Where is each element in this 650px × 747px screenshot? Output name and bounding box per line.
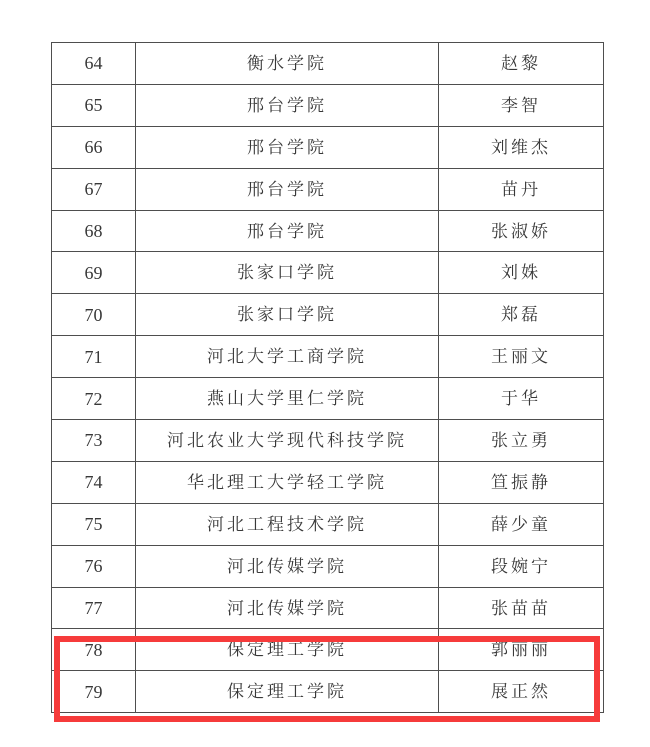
name-cell: 张苗苗 xyxy=(439,587,604,629)
table-row xyxy=(52,503,604,545)
table-row-highlighted xyxy=(52,671,604,713)
table-row xyxy=(52,294,604,336)
rank-cell: 64 xyxy=(52,43,136,85)
rank-cell: 79 xyxy=(52,671,136,713)
school-cell: 河北传媒学院 xyxy=(136,545,439,587)
rank-cell: 75 xyxy=(52,503,136,545)
name-cell: 李智 xyxy=(439,84,604,126)
table-row xyxy=(52,84,604,126)
table-row xyxy=(52,126,604,168)
school-cell: 河北农业大学现代科技学院 xyxy=(136,420,439,462)
school-cell: 保定理工学院 xyxy=(136,671,439,713)
table-row xyxy=(52,420,604,462)
table-row xyxy=(52,336,604,378)
school-cell: 河北传媒学院 xyxy=(136,587,439,629)
rank-cell: 77 xyxy=(52,587,136,629)
name-cell: 展正然 xyxy=(439,671,604,713)
school-cell: 衡水学院 xyxy=(136,43,439,85)
table-row xyxy=(52,252,604,294)
name-cell: 薛少童 xyxy=(439,503,604,545)
rank-cell: 73 xyxy=(52,420,136,462)
name-cell: 苗丹 xyxy=(439,168,604,210)
school-cell: 河北大学工商学院 xyxy=(136,336,439,378)
rank-cell: 70 xyxy=(52,294,136,336)
table-row xyxy=(52,545,604,587)
name-cell: 于华 xyxy=(439,378,604,420)
school-cell: 河北工程技术学院 xyxy=(136,503,439,545)
school-cell: 邢台学院 xyxy=(136,210,439,252)
rank-cell: 69 xyxy=(52,252,136,294)
school-cell: 张家口学院 xyxy=(136,294,439,336)
roster-table-body xyxy=(52,43,604,713)
rank-cell: 78 xyxy=(52,629,136,671)
rank-cell: 72 xyxy=(52,378,136,420)
table-row xyxy=(52,461,604,503)
table-row xyxy=(52,587,604,629)
table-row xyxy=(52,168,604,210)
school-cell: 燕山大学里仁学院 xyxy=(136,378,439,420)
rank-cell: 71 xyxy=(52,336,136,378)
school-cell: 邢台学院 xyxy=(136,168,439,210)
name-cell: 张立勇 xyxy=(439,420,604,462)
name-cell: 张淑娇 xyxy=(439,210,604,252)
name-cell: 郑磊 xyxy=(439,294,604,336)
school-cell: 华北理工大学轻工学院 xyxy=(136,461,439,503)
name-cell: 刘姝 xyxy=(439,252,604,294)
rank-cell: 67 xyxy=(52,168,136,210)
school-cell: 邢台学院 xyxy=(136,84,439,126)
name-cell: 郭丽丽 xyxy=(439,629,604,671)
name-cell: 赵黎 xyxy=(439,43,604,85)
name-cell: 笪振静 xyxy=(439,461,604,503)
school-cell: 保定理工学院 xyxy=(136,629,439,671)
school-cell: 邢台学院 xyxy=(136,126,439,168)
rank-cell: 66 xyxy=(52,126,136,168)
name-cell: 刘维杰 xyxy=(439,126,604,168)
rank-cell: 74 xyxy=(52,461,136,503)
rank-cell: 65 xyxy=(52,84,136,126)
table-row xyxy=(52,43,604,85)
table-row xyxy=(52,378,604,420)
table-row xyxy=(52,210,604,252)
rank-cell: 76 xyxy=(52,545,136,587)
name-cell: 段婉宁 xyxy=(439,545,604,587)
name-cell: 王丽文 xyxy=(439,336,604,378)
school-cell: 张家口学院 xyxy=(136,252,439,294)
rank-cell: 68 xyxy=(52,210,136,252)
roster-table xyxy=(51,42,604,713)
table-row-highlighted xyxy=(52,629,604,671)
